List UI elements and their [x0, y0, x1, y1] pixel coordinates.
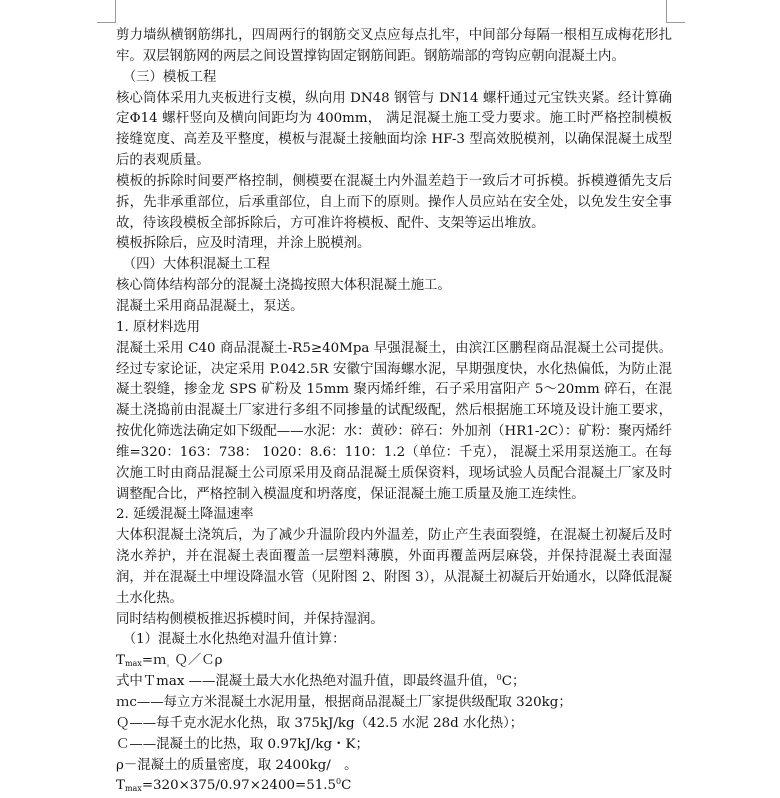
paragraph-formwork-1: 核心筒体采用九夹板进行支模，纵向用 DN48 钢管与 DN14 螺杆通过元宝铁夹紧。经计算确定Φ14 螺杆竖向及横向间距均为 400mm， 满足混凝土施工受力要求。施工时严格控制模板接缝宽度、高差及平整度，模板与混凝土接触面均涂 HF-3 型高效脱模剂，以确保混凝土成型后的表观质量。: [116, 90, 672, 169]
formula-result: [116, 776, 672, 797]
result-t: T: [116, 778, 125, 794]
formula-max-sub: max: [124, 659, 142, 669]
paragraph-materials: 混凝土采用 C40 商品混凝土-R5≥40Mpa 早强混凝土，由滨江区鹏程商品混凝土公司提供。经过专家论证，决定采用 P.042.5R 安徽宁国海螺水泥，早期强度快，水化热偏低，为防止混凝土裂缝，掺金龙 SPS 矿粉及 15mm 聚丙烯纤维，石子采用富阳产 5～20mm 碎石，在混凝土浇捣前由混凝土厂家进行多组不同掺量的试配级配，然后根据施工环境及设计施工要求，按优化筛选法确定如下级配——水泥：水：黄砂：碎石：外加剂（HR1-2C）：矿粉：聚丙烯纤维=320：163：738： 1020：8.6：110：1.2（单位：千克）， 混凝土采用泵送施工。在每次施工时由商品混凝土公司原采用及商品混凝土质保资料，现场试验人员配合混凝土厂家及时调整配合比，严格控制入模温度和坍落度，保证混凝土施工质量及施工连续性。: [116, 340, 672, 502]
subheading-materials: 1. 原材料选用: [116, 319, 200, 335]
formula-c-sub: 。: [166, 659, 175, 669]
page-corner-mark-right: [666, 0, 685, 23]
result-unit: C: [341, 778, 352, 794]
degree-unit: C；: [501, 674, 526, 690]
heading-formwork: （三）模板工程: [122, 69, 217, 85]
degree-sup: 0: [496, 673, 502, 683]
formula-qc: Ｑ／Ｃρ: [174, 653, 223, 669]
paragraph-side-form: 同时结构侧模板推迟拆模时间，并保持湿润。: [116, 611, 384, 627]
paragraph-rebar: 剪力墙纵横钢筋绑扎，四周两行的钢筋交叉点应每点扎牢，中间部分每隔一根相互成梅花形扎牢。双层钢筋网的两层之间设置撑钩固定钢筋间距。钢筋端部的弯钩应朝向混凝土内。: [116, 28, 672, 64]
page-corner-mark-left: [97, 0, 116, 23]
document-body: [116, 26, 672, 797]
heading-mass-concrete: （四）大体积混凝土工程: [122, 257, 270, 273]
paragraph-mass-concrete-1: 核心筒体结构部分的混凝土浇捣按照大体积混凝土施工。: [116, 278, 451, 294]
definition-rho: ρ－混凝土的质量密度，取 2400kg/ 。: [116, 757, 358, 773]
definition-c: Ｃ——混凝土的比热，取 0.97kJ/kg・K；: [116, 736, 369, 752]
subheading-hydration-heat: （1）混凝土水化热绝对温升值计算：: [122, 632, 346, 648]
paragraph-cooling: 大体积混凝土浇筑后，为了减少升温阶段内外温差，防止产生表面裂缝，在混凝土初凝后及时浇水养护，并在混凝土表面覆盖一层塑料薄膜，外面再覆盖两层麻袋，并保持混凝土表面湿润，并在混凝土中埋设降温水管（见附图 2、附图 3），从混凝土初凝后开始通水，以降低混凝土水化热。: [116, 528, 672, 606]
subheading-cooling: 2. 延缓混凝土降温速率: [116, 507, 254, 523]
definition-q: Ｑ——每千克水泥水化热，取 375kJ/kg（42.5 水泥 28d 水化热）；: [116, 715, 524, 731]
formula-m: =ｍ: [141, 653, 167, 669]
definition-tmax-text: 式中Ｔmax ——混凝土最大水化热绝对温升值，即最终温升值，: [116, 674, 497, 690]
paragraph-mass-concrete-2: 混凝土采用商品混凝土，泵送。: [116, 298, 304, 314]
result-degree-sup: 0: [336, 777, 342, 787]
paragraph-formwork-3: 模板拆除后，应及时清理，并涂上脱模剂。: [116, 236, 371, 252]
paragraph-formwork-2: 模板的拆除时间要严格控制，侧模要在混凝土内外温差趋于一致后才可拆模。拆模遵循先支后拆，先非承重部位，后承重部位，自上而下的原则。操作人员应站在安全处，以免发生安全事故，待该段模板全部拆除后，方可准许将模板、配件、支架等运出堆放。: [116, 173, 672, 231]
formula-temperature-rise: [116, 651, 672, 672]
definition-mc: ｍc——每立方米混凝土水泥用量，根据商品混凝土厂家提供级配取 320kg；: [116, 695, 572, 710]
definition-tmax: [116, 672, 672, 693]
formula-t: T: [116, 653, 125, 669]
result-max-sub: max: [124, 784, 142, 794]
result-expression: =320×375/0.97×2400=51.5: [141, 778, 337, 794]
